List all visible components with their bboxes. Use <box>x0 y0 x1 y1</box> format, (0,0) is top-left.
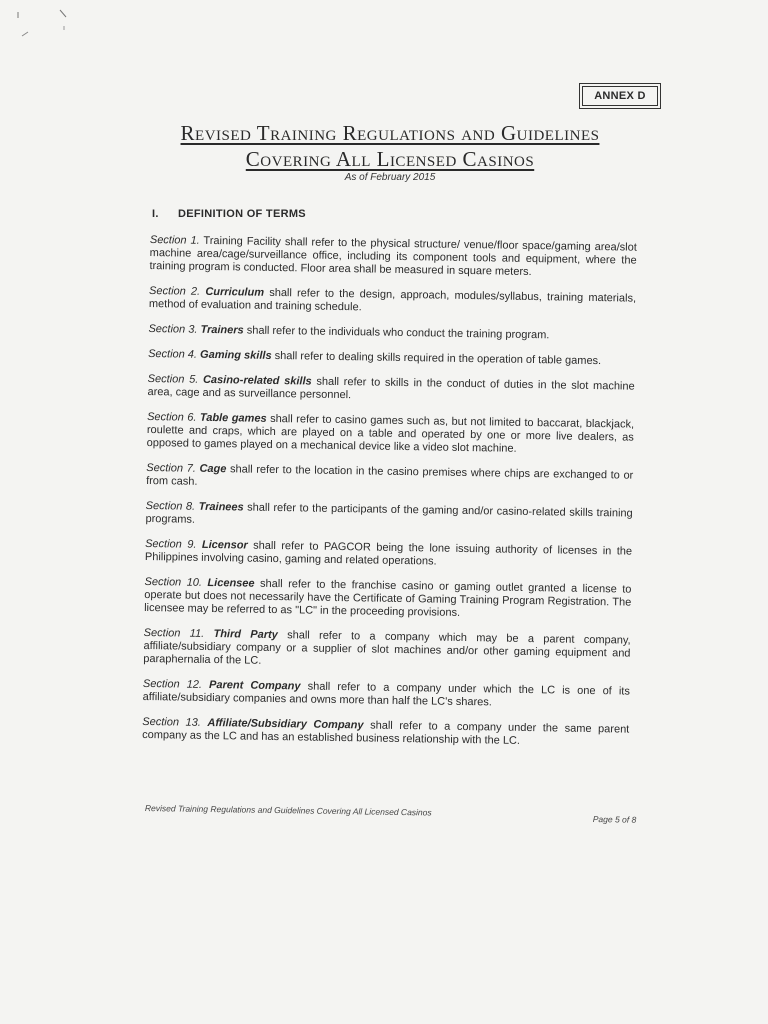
definition-section <box>146 462 633 496</box>
annex-box <box>579 83 661 109</box>
defined-term: Curriculum <box>205 285 265 299</box>
defined-term: Trainers <box>200 323 244 337</box>
definition-text: shall refer to casino games such as, but not limited to baccarat, blackjack, roulette and craps, which are played on a table and operated by one or more live dealers, as opposed to games played on a mechanical device like a video slot machine. <box>146 412 635 455</box>
section-number: Section 11. <box>143 626 205 640</box>
section-number: Section 4. <box>148 347 198 361</box>
section-number: Section 7. <box>146 461 196 475</box>
section-number: Section 13. <box>142 715 201 729</box>
defined-term: Gaming skills <box>199 348 272 362</box>
defined-term: Table games <box>199 411 267 425</box>
definition-section <box>145 500 632 534</box>
definition-section <box>147 411 635 458</box>
document-title-line-1: Revised Training Regulations and Guidelines <box>180 121 600 145</box>
section-heading <box>152 208 306 220</box>
definition-text: shall refer to skills in the conduct of duties in the slot machine area, cage and as surveillance personnel. <box>147 375 635 402</box>
defined-term: Trainees <box>198 500 244 514</box>
page-number: Page 5 of 8 <box>592 814 637 825</box>
defined-term: Third Party <box>213 628 278 642</box>
as-of-date: As of February 2015 <box>344 172 436 183</box>
definition-section <box>149 234 637 281</box>
section-number: Section 5. <box>147 372 199 386</box>
definition-section <box>148 323 635 344</box>
definition-section <box>144 576 632 623</box>
section-heading-number: I. <box>152 208 159 220</box>
section-heading-text: DEFINITION OF TERMS <box>178 208 306 220</box>
definition-section <box>149 285 636 319</box>
definition-section <box>145 538 632 572</box>
section-number: Section 2. <box>149 284 201 298</box>
definition-text: shall refer to the individuals who conduct the training program. <box>246 324 550 342</box>
defined-term: Licensee <box>207 576 255 590</box>
footer-text: Revised Training Regulations and Guidelines Covering All Licensed Casinos <box>144 803 432 818</box>
section-number: Section 3. <box>148 322 198 336</box>
page-footer <box>144 803 645 825</box>
annex-label: ANNEX D <box>582 86 658 106</box>
definition-section <box>142 716 629 750</box>
defined-term: Affiliate/Subsidiary Company <box>207 716 364 732</box>
definition-section <box>143 678 630 712</box>
defined-term: Licensor <box>201 538 248 552</box>
scan-marks <box>16 8 76 48</box>
definition-section <box>148 348 635 369</box>
definition-text: shall refer to PAGCOR being the lone issuing authority of licenses in the Philippines involving casino, gaming and related operations. <box>144 539 633 568</box>
section-number: Section 10. <box>144 575 203 589</box>
definition-text: shall refer to the design, approach, modules/syllabus, training materials, method of evaluation and training schedule. <box>148 286 637 314</box>
definition-text: shall refer to a company which may be a parent company, affiliate/subsidiary company or a supplier of slot machines and/or other gaming equipment and paraphernalia of the LC. <box>143 629 631 667</box>
definition-text: shall refer to the location in the casino premises where chips are exchanged to or from cash. <box>146 463 634 488</box>
definition-section <box>147 373 634 407</box>
definition-text: shall refer to a company under the same parent company as the LC and has an established business relationship with the LC. <box>142 719 630 747</box>
definition-text: Training Facility shall refer to the physical structure/ venue/floor space/gaming area/slot machine area/cage/surveillance office, including its component tools and equipment, where the training program is conducted. Floor area shall be measured in square meters. <box>149 234 637 278</box>
section-number: Section 12. <box>142 677 203 691</box>
definition-text: shall refer to the participants of the gaming and/or casino-related skills training programs. <box>145 501 633 526</box>
section-number: Section 1. <box>149 234 200 247</box>
document-title-line-2: Covering All Licensed Casinos <box>245 147 535 171</box>
definition-text: shall refer to dealing skills required in the operation of table games. <box>274 349 602 368</box>
defined-term: Casino-related skills <box>202 373 312 388</box>
definition-section <box>143 627 631 674</box>
document-title-block <box>150 120 630 183</box>
section-number: Section 8. <box>145 499 196 513</box>
defined-term: Cage <box>199 462 227 476</box>
definitions-list <box>142 234 637 762</box>
defined-term: Parent Company <box>209 678 301 693</box>
definition-text: shall refer to a company under which the LC is one of its affiliate/subsidiary companies and owns more than half the LC's shares. <box>142 680 630 709</box>
section-number: Section 6. <box>147 410 197 424</box>
definition-text: shall refer to the franchise casino or gaming outlet granted a license to operate but does not necessarily have the Certificate of Gaming Training Program Registration. The licensee may be referred to as "LC" in the proceeding provisions. <box>144 577 632 619</box>
section-number: Section 9. <box>145 537 197 551</box>
